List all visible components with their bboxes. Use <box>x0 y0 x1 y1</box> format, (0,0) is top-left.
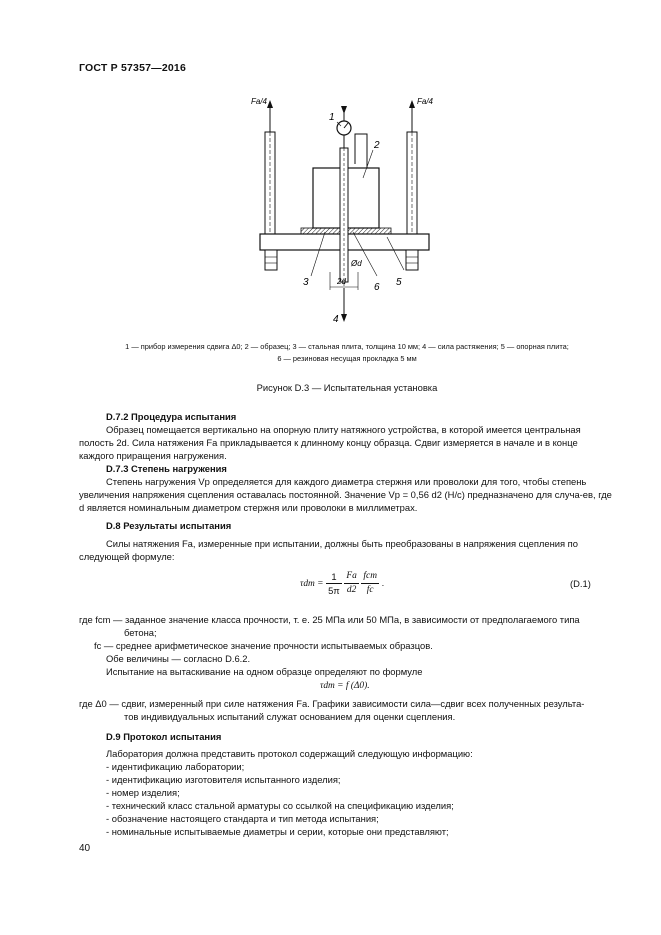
right-nut <box>406 250 418 270</box>
protocol-item: - идентификацию изготовителя испытанного изделия; <box>106 774 341 785</box>
section-d73-title: D.7.3 Степень нагружения <box>106 463 227 474</box>
right-tie-rod <box>407 100 417 252</box>
formula-2: τdm = f (Δ0). <box>320 681 370 691</box>
left-nut <box>265 250 277 270</box>
protocol-item: - номинальные испытываемые диаметры и серии, которые они представляют; <box>106 826 449 837</box>
test-setup-figure <box>245 92 445 332</box>
section-d9-intro: Лаборатория должна представить протокол содержащий следующую информацию: <box>106 748 473 759</box>
formula-d2: d2 <box>346 585 357 595</box>
protocol-item: - номер изделия; <box>106 787 180 798</box>
formula-fa: Fa <box>344 570 358 584</box>
section-d9-title: D.9 Протокол испытания <box>106 731 222 742</box>
formula-end: . <box>381 576 385 588</box>
section-d8-title: D.8 Результаты испытания <box>106 520 232 531</box>
label-diameter: Ød <box>351 259 362 268</box>
where-delta-cont: тов индивидуальных испытаний служат основанием для оценки сцепления. <box>124 711 456 722</box>
figure-caption: Рисунок D.3 — Испытательная установка <box>256 382 438 393</box>
label-5: 5 <box>396 277 402 288</box>
where-fcm: где fcm — заданное значение класса прочности, т. е. 25 МПа или 50 МПа, в зависимости от предполагаемого типа <box>79 614 580 625</box>
formula-lhs: τdm = <box>300 578 324 589</box>
where-fcm-cont: бетона; <box>124 627 157 638</box>
label-1: 1 <box>329 112 335 123</box>
formula-number: (D.1) <box>570 578 591 589</box>
where-delta: где Δ0 — сдвиг, измеренный при силе натяжения Fa. Графики зависимости сила—сдвиг всех полученных результа- <box>79 698 585 709</box>
formula-fc: fc <box>366 585 374 595</box>
section-d8-intro: Силы натяжения Fa, измеренные при испытании, должны быть преобразованы в напряжения сцепления по следующей формуле: <box>79 538 578 562</box>
formula-one: 1 <box>326 570 342 584</box>
figure-legend-line1: 1 — прибор измерения сдвига Δ0; 2 — образец; 3 — стальная плита, толщина 10 мм; 4 — сила растяжения; 5 — опорная плита; <box>125 342 569 351</box>
formula-d1 <box>300 570 460 597</box>
formula-fcm: fcm <box>361 570 379 584</box>
section-d72-title: D.7.2 Процедура испытания <box>106 411 237 422</box>
both-values: Обе величины — согласно D.6.2. <box>106 653 251 664</box>
label-force-left: Fa/4 <box>251 97 268 106</box>
label-3: 3 <box>303 277 309 288</box>
pullout-text: Испытание на вытаскивание на одном образце определяют по формуле <box>106 666 423 677</box>
label-force-right: Fa/4 <box>417 97 434 106</box>
protocol-item: - обозначение настоящего стандарта и тип метода испытания; <box>106 813 379 824</box>
protocol-item: - идентификацию лаборатории; <box>106 761 245 772</box>
document-header: ГОСТ Р 57357—2016 <box>79 62 187 74</box>
label-6: 6 <box>374 282 380 293</box>
section-d72-text: Образец помещается вертикально на опорную плиту натяжного устройства, в которой имеется центральная полость 2d. Сила натяжения Fa прикладывается к длинному концу образца. Сдвиг измеряется в начале и в конце каждого приращения нагружения. <box>79 424 581 461</box>
label-2: 2 <box>374 140 380 151</box>
label-4: 4 <box>333 314 339 325</box>
label-hole: 2d <box>337 277 346 286</box>
page-number: 40 <box>79 843 91 854</box>
section-d73-text: Степень нагружения Vp определяется для каждого диаметра стержня или проволоки для того, чтобы степень увеличения напряжения сцепления оставалась постоянной. Значение Vp = 0,56 d2 (Н/с) предназначено для случа-ев, где d является номинальным диаметром стержня или проволоки в миллиметрах. <box>79 476 612 513</box>
left-tie-rod <box>265 100 275 252</box>
where-fc: fc — среднее арифметическое значение прочности испытываемых образцов. <box>94 640 433 651</box>
figure-legend-line2: 6 — резиновая несущая прокладка 5 мм <box>277 354 417 363</box>
formula-5pi: 5π <box>328 585 340 596</box>
protocol-item: - технический класс стальной арматуры со ссылкой на спецификацию изделия; <box>106 800 454 811</box>
